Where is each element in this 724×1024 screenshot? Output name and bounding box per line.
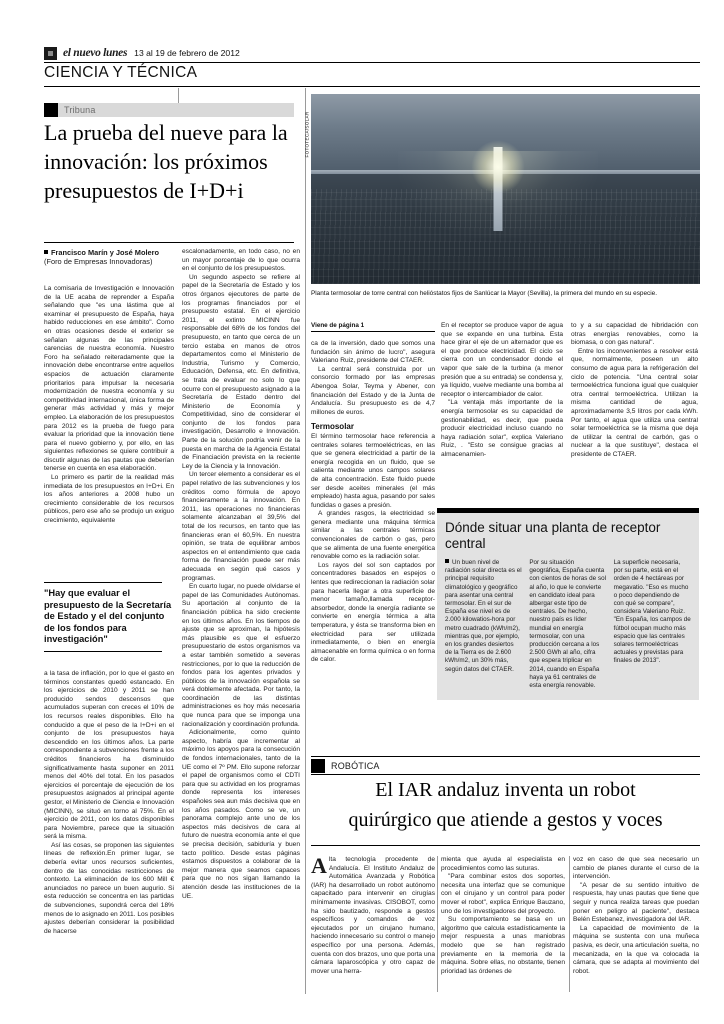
paragraph: Un segundo aspecto se refiere al papel de la Secretaría de Estado y los otros órganos ejecutores de parte de los programas financiados por el presupuesto estatal. En el ejercicio 2011, el extinto MICINN fue responsable del 68% de los fondos del presupuesto, en tanto que cerca de un tercio estaba en manos de otros departamentos como el Ministerio de Industria, Turismo y Comercio, Educación, Defensa, etc. En definitiva, se trata de evaluar no solo lo que ocurre con el presupuesto asignado a la Secretaría de Estado dentro del Ministerio de Economía y Competitividad, sino de considerar el conjunto de los fondos para investigación, Desarrollo e Innovación. Parte de la solución podría venir de la puesta en marcha de la Agencia Estatal de Financiación prevista en la reciente Ley de la Ciencia y la Innovación. xyxy=(182,273,300,470)
infobox-column-3 xyxy=(614,559,691,690)
paragraph: to y a su capacidad de hibridación con otras energías renovables, como la biomasa, o con gas natural". xyxy=(571,322,698,347)
byline xyxy=(44,248,174,267)
kicker-robotica xyxy=(311,759,700,773)
robotica-headline-line-1: El IAR andaluz inventa un robot xyxy=(375,779,636,801)
paragraph: "A pesar de su sentido intuitivo de respuesta, hay unas pautas que tiene que seguir y nunca realiza tareas que puedan poner en peligro al paciente", destaca Belén Estebanez, investigadora del IAR. xyxy=(573,881,699,924)
pullquote-rule-top xyxy=(44,582,162,583)
robotica-top-rule xyxy=(311,756,700,757)
infobox-text: La superficie necesaria, por su parte, está en el orden de 4 hectáreas por megavatio. "Eso es mucho o poco dependiendo de con qué se compare", considera Valeriano Ruiz. "En España, los campos de fútbol ocupan mucho más espacio que las centrales solares termoeléctricas actuales y previstas para finales de 2013". xyxy=(613,559,691,665)
section-rule xyxy=(44,86,700,87)
headline-rule xyxy=(44,242,294,243)
infobox-column-2 xyxy=(529,559,606,690)
kicker-square-icon xyxy=(311,759,325,773)
paragraph: Alta tecnología procedente de Andalucía. El Instituto Andaluz de Automática Avanzada y Robótica (IAR) ha desarrollado un robot autónomo capacitado para intervenir en cirugías mínimamente invasivas. CISOBOT, como ha sido bautizado, responde a gestos específicos y comandos de voz ejecutados por un cirujano humano, haciendo innecesario su control o manejo específico por una persona. Además, cuenta con dos brazos, uno que porta una cámara laparoscópica y otro capaz de mover una herra- xyxy=(311,853,435,975)
robotica-column-1 xyxy=(311,853,435,976)
photo-caption: Planta termosolar de torre central con helióstatos fijos de Sanlúcar la Mayor (Sevilla), la primera del mundo en su especie. xyxy=(311,290,657,297)
tribuna-column-2 xyxy=(182,248,300,901)
robotica-column-2 xyxy=(441,856,565,976)
infobox-column-1 xyxy=(445,559,522,690)
continued-from-rule xyxy=(311,331,435,332)
paragraph: Así las cosas, se proponen las siguientes líneas de reflexión.En primer lugar, se debería evitar unos recursos suficientes, dentro de las conocidas restricciones de contexto. La eliminación de los 600 Mill € anunciados no parece un buen augurio. Si esta reducción se concentra en las partidas de subvenciones, supondrá cerca del 18% menos de lo asignado en 2011. Los posibles ajustes deberían considerar la posibilidad de hacerse xyxy=(44,841,175,935)
infobox-columns xyxy=(437,555,699,700)
masthead-date: 13 al 19 de febrero de 2012 xyxy=(134,48,240,58)
main-column-divider xyxy=(305,94,306,994)
paragraph: voz en caso de que sea necesario un cambio de planes durante el curso de la intervención. xyxy=(573,856,699,881)
tribuna-headline: La prueba del nueve para la innovación: los próximos presupuestos de I+D+i xyxy=(44,120,288,203)
infobox-text: Un buen nivel de radiación solar directa es el principal requisito climatológico y geográfico para asentar una central termosolar. En el sur de España ese nivel es de 2.000 kilowatios-hora por metro cuadrado (kWh/m2), mientras que, por ejemplo, en los grandes desiertos de la Tierra es de 2.600 kWh/m2, un 30% más, según datos del CTAER. xyxy=(445,559,522,673)
byline-square-icon xyxy=(44,250,48,254)
paragraph: Un tercer elemento a considerar es el papel relativo de las subvenciones y los créditos como fórmula de apoyo financieramente a la innovación. En 2011, las operaciones no financieras solamente alcanzaban el 39,5% del total de los recursos, en tanto que las financieras eran el 60,5%. En nuestra opinión, se trata de equilibrar ambos aspectos en el entendimiento que cada forma de financiación puede ser más adecuada en según qué casos y programas. xyxy=(182,471,300,582)
byline-authors: Francisco Marín y José Molero xyxy=(51,248,160,257)
kicker-square-icon xyxy=(44,103,58,117)
infobox-title: Dónde situar una planta de receptor central xyxy=(445,520,661,551)
paragraph: escalonadamente, en todo caso, no en un mayor porcentaje de lo que ocurra en el conjunto de los presupuestos. xyxy=(182,248,300,273)
photo-receiver-glow xyxy=(471,140,525,194)
paragraph: ca de la inversión, dado que somos una fundación sin ánimo de lucro", asegura Valeriano Ruiz, presidente del CTAER. xyxy=(311,340,435,365)
paragraph: "La ventaja más importante de la energía termosolar es su capacidad de gestionabilidad, es decir, que pueda producir electricidad incluso cuando no haya radiación solar", explica Valeriano Ruiz, . "Esto se consigue gracias al almacenamien- xyxy=(441,399,563,458)
solar-column-3 xyxy=(571,322,698,460)
masthead-square-icon xyxy=(44,47,57,60)
infobox-where-to-site xyxy=(437,508,699,700)
photo-solar-plant xyxy=(311,94,700,284)
paragraph: Lo primero es partir de la realidad más inmediata de los presupuestos en I+D+i. En los años anteriores a 2008 hubo un crecimiento considerable de los recursos públicos, pero ese año se produjo un exiguo crecimiento, equivalente xyxy=(44,474,174,525)
paragraph: Su comportamiento se basa en un algoritmo que calcula estadísticamente la mejor respuesta a unas maniobras modelo que se han registrado previamente en la memoria de la máquina. Sobre ellas, no obstante, tienen prioridad las órdenes de xyxy=(441,916,565,975)
paragraph: En cuarto lugar, no puede olvidarse el papel de las Comunidades Autónomas. Su aportación al conjunto de la financiación pública ha sido creciente en los últimos años. En los tiempos de ajuste que se aproximan, la hipótesis más plausible es que el esfuerzo presupuestario de estos organismos va a estar también sometido a severas restricciones, por lo que la reducción de fondos para los agentes privados y públicos de la innovación española se verá doblemente afectada. Por tanto, la coordinación de las distintas administraciones es hoy más necesaria que nunca para que se imponga una racionalización y coordinación profunda. xyxy=(182,583,300,728)
masthead-rule xyxy=(44,62,700,63)
photo-credit-text: FOTOTECA/SOLAR xyxy=(304,111,310,158)
paragraph: Adicionalmente, como quinto aspecto, habría que incrementar al máximo los apoyos para la consecución de fondos internacionales, tanto de la UE como el 7º PM. Ello supone reforzar el papel de organismos como el CDTI para que su actividad en los programas donde representa los intereses españoles sea aun más decisiva que en los años pasados. Como se ve, un panorama complejo ante uno de los aspectos más decisivos de cara al futuro de nuestra economía ante el que se precisa decisión, sabiduría y buen tacto político. Desde estas páginas estamos dispuestos a colaborar de la mejor manera que seamos capaces para que no nos sigan llamando la atención desde las instituciones de la UE. xyxy=(182,729,300,900)
robotica-headline-rule xyxy=(311,845,700,846)
solar-subhead: Termosolar xyxy=(311,422,354,432)
paragraph: a la tasa de inflación, por lo que el gasto en términos constantes quedó estancado. En los ejercicios de 2010 y 2011 se han producido sendos descensos que acumulados superan con creces el 10% de los recursos reales disponibles. Ello ha conducido a que el peso de la I+D+i en el conjunto de los presupuestos haya descendido en los últimos años. La parte correspondiente a subvenciones frente a los créditos financieros ha disminuido significativamente hasta suponer en 2011 menos del 40% del total. En los pasados ejercicios el porcentaje de ejecución de los presupuestos asignados al principal agente gestor, el Ministerio de Ciencia e Innovación (MICINN), se situó en torno al 75%. En el ejercicio de 2011, con los datos disponibles para Noviembre, parece que la situación será la misma. xyxy=(44,670,174,841)
paragraph: A grandes rasgos, la electricidad se genera mediante una máquina térmica similar a las centrales térmicas convencionales de carbón o gas, pero que se alimenta de una fuente energética renovable como es la radiación solar. xyxy=(311,510,435,561)
masthead xyxy=(44,44,700,62)
robotica-headline-line-2: quirúrgico que atiende a gestos y voces xyxy=(348,809,663,831)
paragraph: Los rayos del sol son captados por concentradores basados en espejos o lentes que redireccionan la radiación solar para hacerla llegar a otra superficie de menor tamaño,llamada receptor-absorbedor, donde la energía radiante se convierte en energía térmica a alta temperatura, y ésta se transforma bien en electricidad para ser utilizada inmediatamente, o bien en energía almacenable en forma química o en forma de calor. xyxy=(311,561,435,664)
bullet-square-icon xyxy=(445,559,449,563)
byline-affiliation: (Foro de Empresas Innovadoras) xyxy=(44,257,153,267)
kicker-band xyxy=(58,103,294,117)
paragraph: En el receptor se produce vapor de agua que se expande en una turbina. Esta hace girar el eje de un alternador que es el que produce electricidad. El ciclo se cierra con un condensador donde el vapor que sale de la turbina (a menor presión que a su entrada) se condensa y, ya líquido, vuelve mediante una bomba al receptor o intercambiador de calor. xyxy=(441,322,563,398)
column-divider xyxy=(569,856,570,992)
solar-column-1 xyxy=(311,340,435,665)
pullquote xyxy=(44,582,174,652)
paragraph: El término termosolar hace referencia a centrales solares termoeléctricas, en las que se genera electricidad a partir de la energía recogida en un fluido, que se calienta mediante unos campos solares de alta concentración. Este fluido puede ser desde aceites minerales (el más empleado) hasta agua, pasando por sales fundidas o gases a presión. xyxy=(311,432,435,509)
paragraph: "Para combinar estos dos soportes, necesita una interfaz que se comunique con el cirujano y un control para poder mover el robot", explica Enrique Bauzano, uno de los investigadores del proyecto. xyxy=(441,873,565,915)
continued-from-label: Viene de página 1 xyxy=(311,322,365,329)
paragraph: mienta que ayuda al especialista en procedimientos como las suturas. xyxy=(441,856,565,872)
kicker-label: Tribuna xyxy=(64,105,96,115)
robotica-headline xyxy=(311,775,700,835)
tribuna-column-1a xyxy=(44,285,174,526)
paragraph: La central será construida por un consorcio formado por las empresas Abengoa Solar, Teyma y Abener, con financiación del Estado y de la Junta de Andalucía. Su presupuesto es de 4,7 millones de euros. xyxy=(311,365,435,416)
paragraph: La capacidad de movimiento de la máquina se sustenta con una muñeca pasiva, es decir, una articulación suelta, no mecanizada, en la que va colocada la cámara, que se adapta al movimiento del robot. xyxy=(573,924,699,975)
column-divider xyxy=(437,856,438,992)
photo-credit xyxy=(303,96,311,186)
paragraph: Entre los inconvenientes a resolver está que, normalmente, poseen un alto consumo de agua para la refrigeración del ciclo de potencia. "Una central solar termoeléctrica funciona igual que cualquier otra central termoeléctrica. Utilizan la misma cantidad de agua, aproximadamente 3,5 litros por cada kWh. Por tanto, el agua que utiliza una central solar termoeléctrica se la misma que deja de utilizar la central de carbón, gas o nuclear a la que sustituye", destaca el presidente de CTAER. xyxy=(571,347,698,458)
masthead-logo: el nuevo lunes xyxy=(63,47,128,59)
kicker-tribuna xyxy=(44,103,294,117)
tribuna-column-1b xyxy=(44,670,174,936)
paragraph: La comisaria de Investigación e Innovación de la UE acaba de reprender a España señalando que "es una lástima que al examinar el presupuesto de España, haya habido reducciones en ese ámbito". Como en otras ocasiones desde el exterior se señalan algunas de las principales carencias de nuestra economía. Nuestro Foro ha señalado reiteradamente que la innovación debe encontrarse entre aquellos espacios de actuación claramente prioritarios para impulsar la necesaria modernización de nuestra economía y su competitividad internacional, única forma de generar más actividad y más y mejor empleo. La elaboración de los presupuestos para 2012 es la prueba de fuego para evaluar la prioridad que la innovación tiene para el nuevo gobierno y, por ello, en las siguientes reflexiones se quiere contribuir a discutir algunas de las pautas que deberían tenerse en cuenta en esa elaboración. xyxy=(44,285,174,473)
kicker-label: ROBÓTICA xyxy=(331,761,380,771)
infobox-text: Por su situación geográfica, España cuenta con cientos de horas de sol al año, lo que le convierte en candidato ideal para albergar este tipo de centrales. De hecho, nuestro país es líder mundial en energía termosolar, con una producción cercana a los 2.500 GWh al año, cifra que espera triplicar en 2014, cuando en España haya ya 61 centrales de esta energía renovable. xyxy=(529,559,606,690)
kicker-band xyxy=(325,759,700,773)
page-title: CIENCIA Y TÉCNICA xyxy=(44,64,198,81)
solar-column-2 xyxy=(441,322,563,460)
pullquote-text: "Hay que evaluar el presupuesto de la Secretaría de Estado y el del conjunto de los fondos para investigación" xyxy=(44,588,172,645)
robotica-column-3 xyxy=(573,856,699,976)
pullquote-rule-bottom xyxy=(44,651,162,652)
